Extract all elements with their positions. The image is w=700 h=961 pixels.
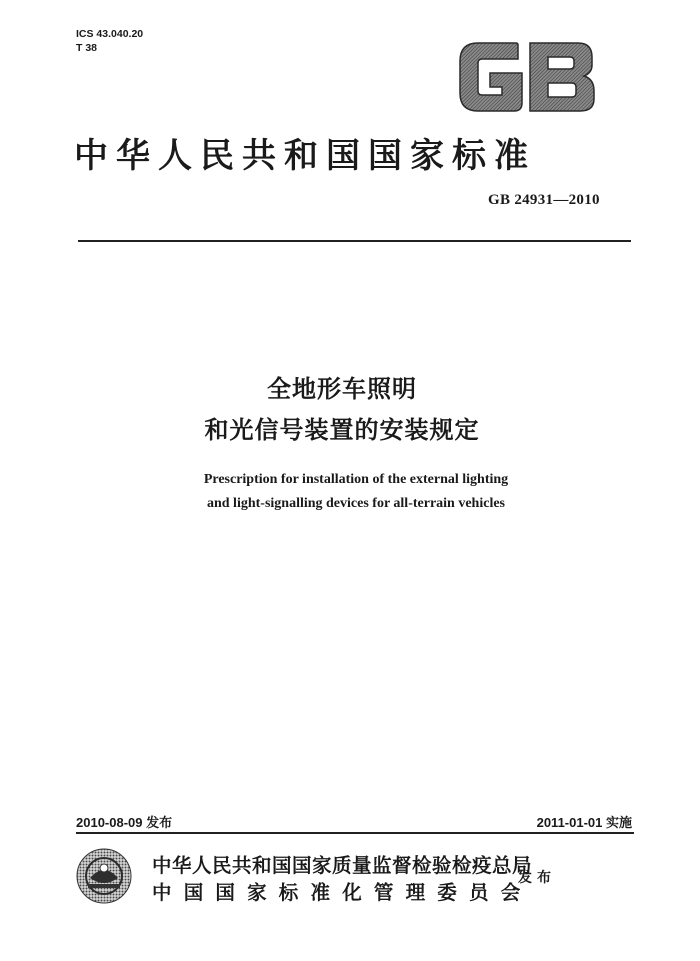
title-cn-line2: 和光信号装置的安装规定 <box>204 416 480 444</box>
issuer-line2: 中国国家标准化管理委员会 <box>152 881 533 904</box>
issue-date: 2010-08-09 发布 <box>76 815 173 830</box>
publish-label: 发布 <box>518 870 556 886</box>
issuer-line1: 中华人民共和国国家质量监督检验检疫总局 <box>152 854 533 877</box>
gb-logo <box>456 41 596 113</box>
classification-codes <box>76 27 143 55</box>
header-divider <box>78 240 631 242</box>
implement-date: 2011-01-01 实施 <box>536 815 632 830</box>
standard-type-title: 中华人民共和国国家标准 <box>74 136 536 176</box>
gb-logo-text: GB <box>456 41 458 42</box>
ics-code: ICS 43.040.20 <box>76 28 144 40</box>
class-code: T 38 <box>76 42 98 54</box>
title-en-line2: and light-signalling devices for all-terrain vehicles <box>206 496 505 511</box>
standard-number: GB 24931—2010 <box>488 192 600 208</box>
title-en-line1: Prescription for installation of the external lighting <box>203 472 509 487</box>
title-cn-line1: 全地形车照明 <box>267 375 417 403</box>
seal-emblem-icon <box>76 848 132 904</box>
footer-divider <box>76 832 634 834</box>
